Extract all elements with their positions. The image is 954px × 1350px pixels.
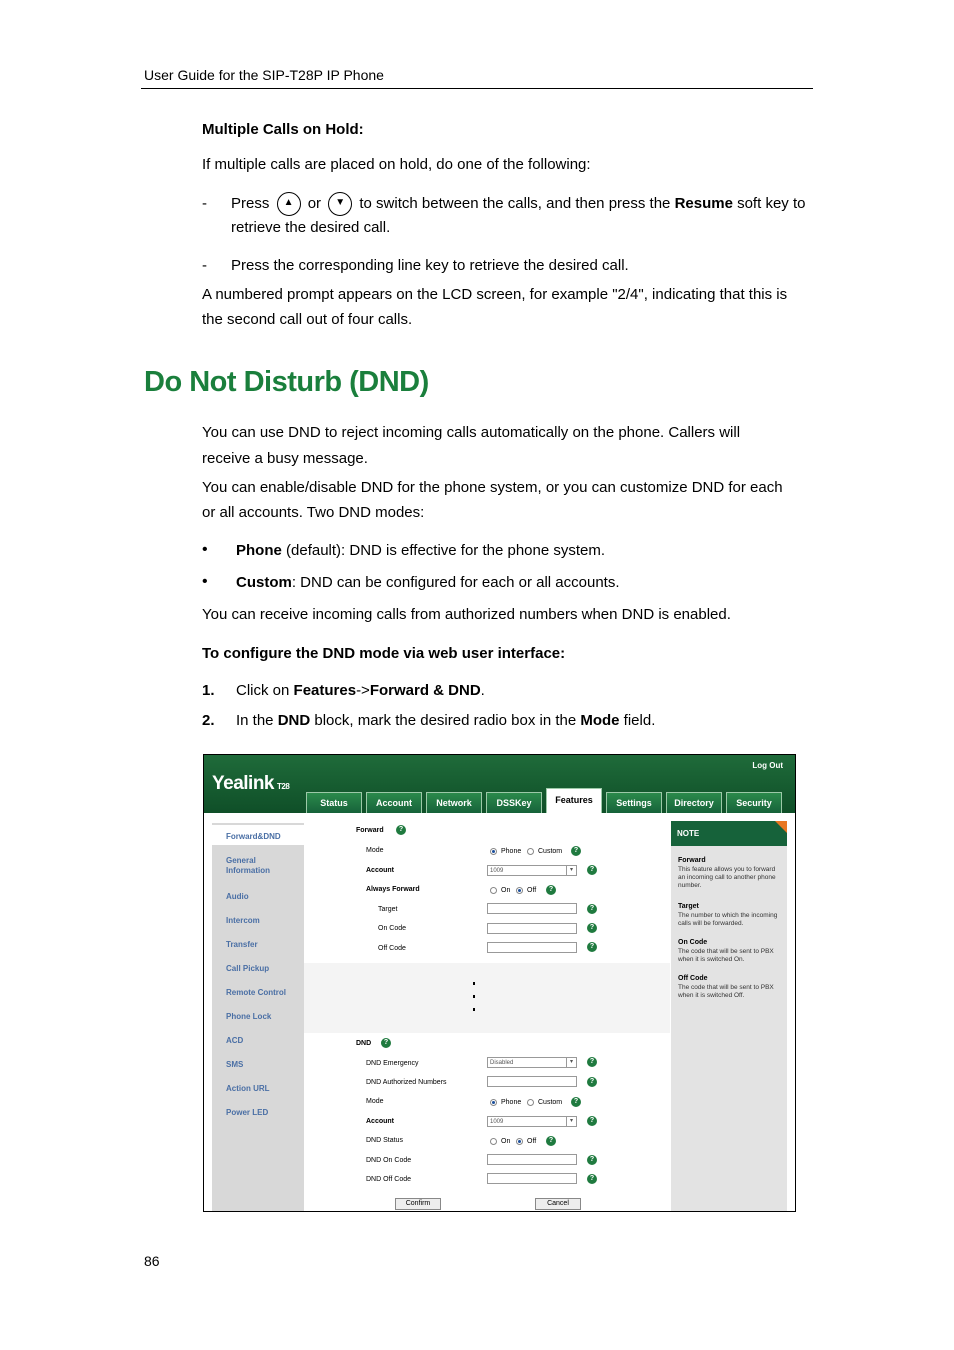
dnd-mode-phone-label: Phone xyxy=(501,1099,522,1106)
sidebar-item-intercom[interactable]: Intercom xyxy=(226,916,260,925)
sidebar-item-transfer[interactable]: Transfer xyxy=(226,940,258,949)
model-name: T28 xyxy=(277,782,290,791)
help-icon[interactable]: ? xyxy=(587,1077,597,1087)
step1-forward-dnd: Forward & DND xyxy=(369,682,481,699)
forward-title: Forward xyxy=(356,827,384,834)
tab-features[interactable]: Features xyxy=(546,788,602,813)
on-code-label: On Code xyxy=(378,925,407,932)
target-label: Target xyxy=(378,906,398,913)
hold-item1-rest-a: to switch between the calls, and then press the xyxy=(359,195,671,212)
help-icon[interactable]: ? xyxy=(571,1097,581,1107)
dnd-section-title: Do Not Disturb (DND) xyxy=(144,366,429,398)
help-icon[interactable]: ? xyxy=(587,1155,597,1165)
mode-phone-desc: (default): DND is effective for the phone system. xyxy=(281,542,606,559)
mode-phone-term: Phone xyxy=(236,542,282,559)
hold-intro: If multiple calls are placed on hold, do one of the following: xyxy=(202,156,591,173)
step1-number: 1. xyxy=(202,682,215,699)
sidebar-item-audio[interactable]: Audio xyxy=(226,892,249,901)
ellipsis-dot xyxy=(473,982,475,985)
forward-mode-label: Mode xyxy=(366,847,384,854)
note-offcode-title: Off Code xyxy=(678,975,708,982)
step2-mode: Mode xyxy=(580,712,620,729)
dnd-mode-custom-radio[interactable] xyxy=(527,1099,534,1106)
help-icon[interactable]: ? xyxy=(396,825,406,835)
help-icon[interactable]: ? xyxy=(587,923,597,933)
bullet-2: • xyxy=(202,573,208,590)
hold-item1 xyxy=(231,191,805,216)
page-number: 86 xyxy=(144,1253,160,1269)
step1-arrow: -> xyxy=(356,682,370,699)
dnd-on-code-label: DND On Code xyxy=(366,1157,412,1164)
help-icon[interactable]: ? xyxy=(571,846,581,856)
dnd-off-code-input[interactable] xyxy=(487,1173,577,1184)
tab-dsskey[interactable]: DSSKey xyxy=(486,792,542,813)
note-oncode-desc: The code that will be sent to PBX when it is switched On. xyxy=(678,948,774,963)
web-ui-screenshot xyxy=(203,754,796,1212)
hold-item1-dash: - xyxy=(202,195,207,212)
help-icon[interactable]: ? xyxy=(587,904,597,914)
dnd-emergency-label: DND Emergency xyxy=(366,1060,419,1067)
tab-settings[interactable]: Settings xyxy=(606,792,662,813)
sidebar-item-power-led[interactable]: Power LED xyxy=(226,1108,269,1117)
on-code-input[interactable] xyxy=(487,923,577,934)
step2-e: field. xyxy=(619,712,656,729)
step1-a: Click on xyxy=(236,682,294,699)
dnd-status-label: DND Status xyxy=(366,1137,403,1144)
dnd-block-title: DND xyxy=(356,1040,372,1047)
prompt-line2: the second call out of four calls. xyxy=(202,311,413,328)
confirm-button[interactable]: Confirm xyxy=(395,1198,441,1210)
always-forward-on-radio[interactable] xyxy=(490,887,497,894)
tab-security[interactable]: Security xyxy=(726,792,782,813)
dnd-status-off-radio[interactable] xyxy=(516,1138,523,1145)
dnd-account-select[interactable] xyxy=(487,1116,577,1127)
always-forward-on-label: On xyxy=(501,887,511,894)
dnd-mode-label: Mode xyxy=(366,1098,384,1105)
step1-text xyxy=(236,678,485,703)
ellipsis-dot xyxy=(473,1008,475,1011)
dnd-p1-line2: receive a busy message. xyxy=(202,450,368,467)
forward-mode-phone-label: Phone xyxy=(501,848,522,855)
mode-phone-item xyxy=(236,538,605,563)
note-header: NOTE xyxy=(671,821,787,846)
hold-item1-press: Press xyxy=(231,195,270,212)
off-code-input[interactable] xyxy=(487,942,577,953)
tab-account[interactable]: Account xyxy=(366,792,422,813)
dnd-authorized-label: DND Authorized Numbers xyxy=(366,1079,447,1086)
dnd-status-on-label: On xyxy=(501,1138,511,1145)
up-navigation-key-icon: ▲ xyxy=(277,192,301,216)
sidebar-item-phone-lock[interactable]: Phone Lock xyxy=(226,1012,272,1021)
dnd-status-off-label: Off xyxy=(527,1138,537,1145)
sidebar-item-acd[interactable]: ACD xyxy=(226,1036,244,1045)
header-rule xyxy=(141,88,813,89)
down-navigation-key-icon: ▼ xyxy=(328,192,352,216)
sidebar-item-call-pickup[interactable]: Call Pickup xyxy=(226,964,270,973)
step2-a: In the xyxy=(236,712,278,729)
hold-item1-line2: retrieve the desired call. xyxy=(231,219,391,236)
chevron-down-icon: ▾ xyxy=(566,1058,576,1067)
dnd-p2-line2: or all accounts. Two DND modes: xyxy=(202,504,425,521)
dnd-p2-line1: You can enable/disable DND for the phone system, or you can customize DND for each xyxy=(202,479,783,496)
target-input[interactable] xyxy=(487,903,577,914)
dnd-account-label: Account xyxy=(366,1118,394,1125)
sidebar-item-sms[interactable]: SMS xyxy=(226,1060,244,1069)
dnd-status-on-radio[interactable] xyxy=(490,1138,497,1145)
dnd-off-code-label: DND Off Code xyxy=(366,1176,411,1183)
always-forward-off-radio[interactable] xyxy=(516,887,523,894)
help-icon[interactable]: ? xyxy=(587,942,597,952)
chevron-down-icon: ▾ xyxy=(566,1117,576,1126)
help-icon[interactable]: ? xyxy=(587,1057,597,1067)
hold-item1-or: or xyxy=(307,195,322,212)
ellipsis-dot xyxy=(473,995,475,998)
dnd-emergency-select[interactable] xyxy=(487,1057,577,1068)
dnd-mode-custom-label: Custom xyxy=(538,1099,563,1106)
dnd-emergency-value: Disabled xyxy=(490,1060,514,1066)
mode-custom-item xyxy=(236,570,620,595)
bullet-1: • xyxy=(202,541,208,558)
dnd-p3: You can receive incoming calls from authorized numbers when DND is enabled. xyxy=(202,606,731,623)
forward-account-select[interactable] xyxy=(487,865,577,876)
note-forward-desc: This feature allows you to forward an incoming call to another phone number. xyxy=(678,866,776,889)
prompt-line1: A numbered prompt appears on the LCD screen, for example "2/4", indicating that this is xyxy=(202,286,788,303)
note-oncode-title: On Code xyxy=(678,939,708,946)
dnd-account-value: 1009 xyxy=(490,1119,504,1125)
sidebar-item-general-information[interactable]: General Information xyxy=(226,856,270,875)
help-icon[interactable]: ? xyxy=(546,885,556,895)
forward-mode-custom-label: Custom xyxy=(538,848,563,855)
hold-item2-dash: - xyxy=(202,257,207,274)
resume-softkey-term: Resume xyxy=(674,195,733,212)
help-icon[interactable]: ? xyxy=(587,1116,597,1126)
logout-link[interactable]: Log Out xyxy=(752,761,783,770)
step1-period: . xyxy=(480,682,485,699)
forward-mode-phone-radio[interactable] xyxy=(490,848,497,855)
hold-item1-rest-b: soft key to xyxy=(737,195,806,212)
dnd-p1-line1: You can use DND to reject incoming calls automatically on the phone. Callers will xyxy=(202,424,741,441)
help-icon[interactable]: ? xyxy=(587,1174,597,1184)
tab-status[interactable]: Status xyxy=(306,792,362,813)
cancel-button[interactable]: Cancel xyxy=(535,1198,581,1210)
help-icon[interactable]: ? xyxy=(587,865,597,875)
hold-heading: Multiple Calls on Hold: xyxy=(202,121,364,138)
chevron-down-icon: ▾ xyxy=(566,866,576,875)
forward-account-value: 1009 xyxy=(490,868,504,874)
configure-heading: To configure the DND mode via web user interface: xyxy=(202,645,566,662)
step1-features: Features xyxy=(293,682,357,699)
note-target-desc: The number to which the incoming calls will be forwarded. xyxy=(678,912,778,927)
always-forward-off-label: Off xyxy=(527,887,537,894)
forward-account-label: Account xyxy=(366,867,394,874)
off-code-label: Off Code xyxy=(378,945,406,952)
always-forward-label: Always Forward xyxy=(366,886,420,893)
note-target-title: Target xyxy=(678,903,699,910)
note-offcode-desc: The code that will be sent to PBX when it is switched Off. xyxy=(678,984,774,999)
sidebar-item-remote-control[interactable]: Remote Control xyxy=(226,988,286,997)
dnd-mode-phone-radio[interactable] xyxy=(490,1099,497,1106)
dnd-authorized-input[interactable] xyxy=(487,1076,577,1087)
forward-mode-custom-radio[interactable] xyxy=(527,848,534,855)
note-corner-decoration xyxy=(775,821,787,833)
help-icon[interactable]: ? xyxy=(381,1038,391,1048)
note-forward-title: Forward xyxy=(678,857,706,864)
sidebar-item-forward-dnd[interactable]: Forward&DND xyxy=(226,832,281,841)
brand-name: Yealink xyxy=(212,773,274,794)
yealink-logo xyxy=(212,773,289,795)
running-header: User Guide for the SIP-T28P IP Phone xyxy=(144,67,384,83)
hold-item2: Press the corresponding line key to retrieve the desired call. xyxy=(231,257,629,274)
omitted-section-band xyxy=(304,963,670,1033)
help-icon[interactable]: ? xyxy=(546,1136,556,1146)
mode-custom-term: Custom xyxy=(236,574,292,591)
sidebar-item-action-url[interactable]: Action URL xyxy=(226,1084,270,1093)
step2-dnd: DND xyxy=(277,712,311,729)
dnd-on-code-input[interactable] xyxy=(487,1154,577,1165)
tab-network[interactable]: Network xyxy=(426,792,482,813)
step2-text xyxy=(236,708,655,733)
step2-number: 2. xyxy=(202,712,215,729)
tab-directory[interactable]: Directory xyxy=(666,792,722,813)
step2-c: block, mark the desired radio box in the xyxy=(310,712,581,729)
mode-custom-desc: : DND can be configured for each or all accounts. xyxy=(291,574,620,591)
